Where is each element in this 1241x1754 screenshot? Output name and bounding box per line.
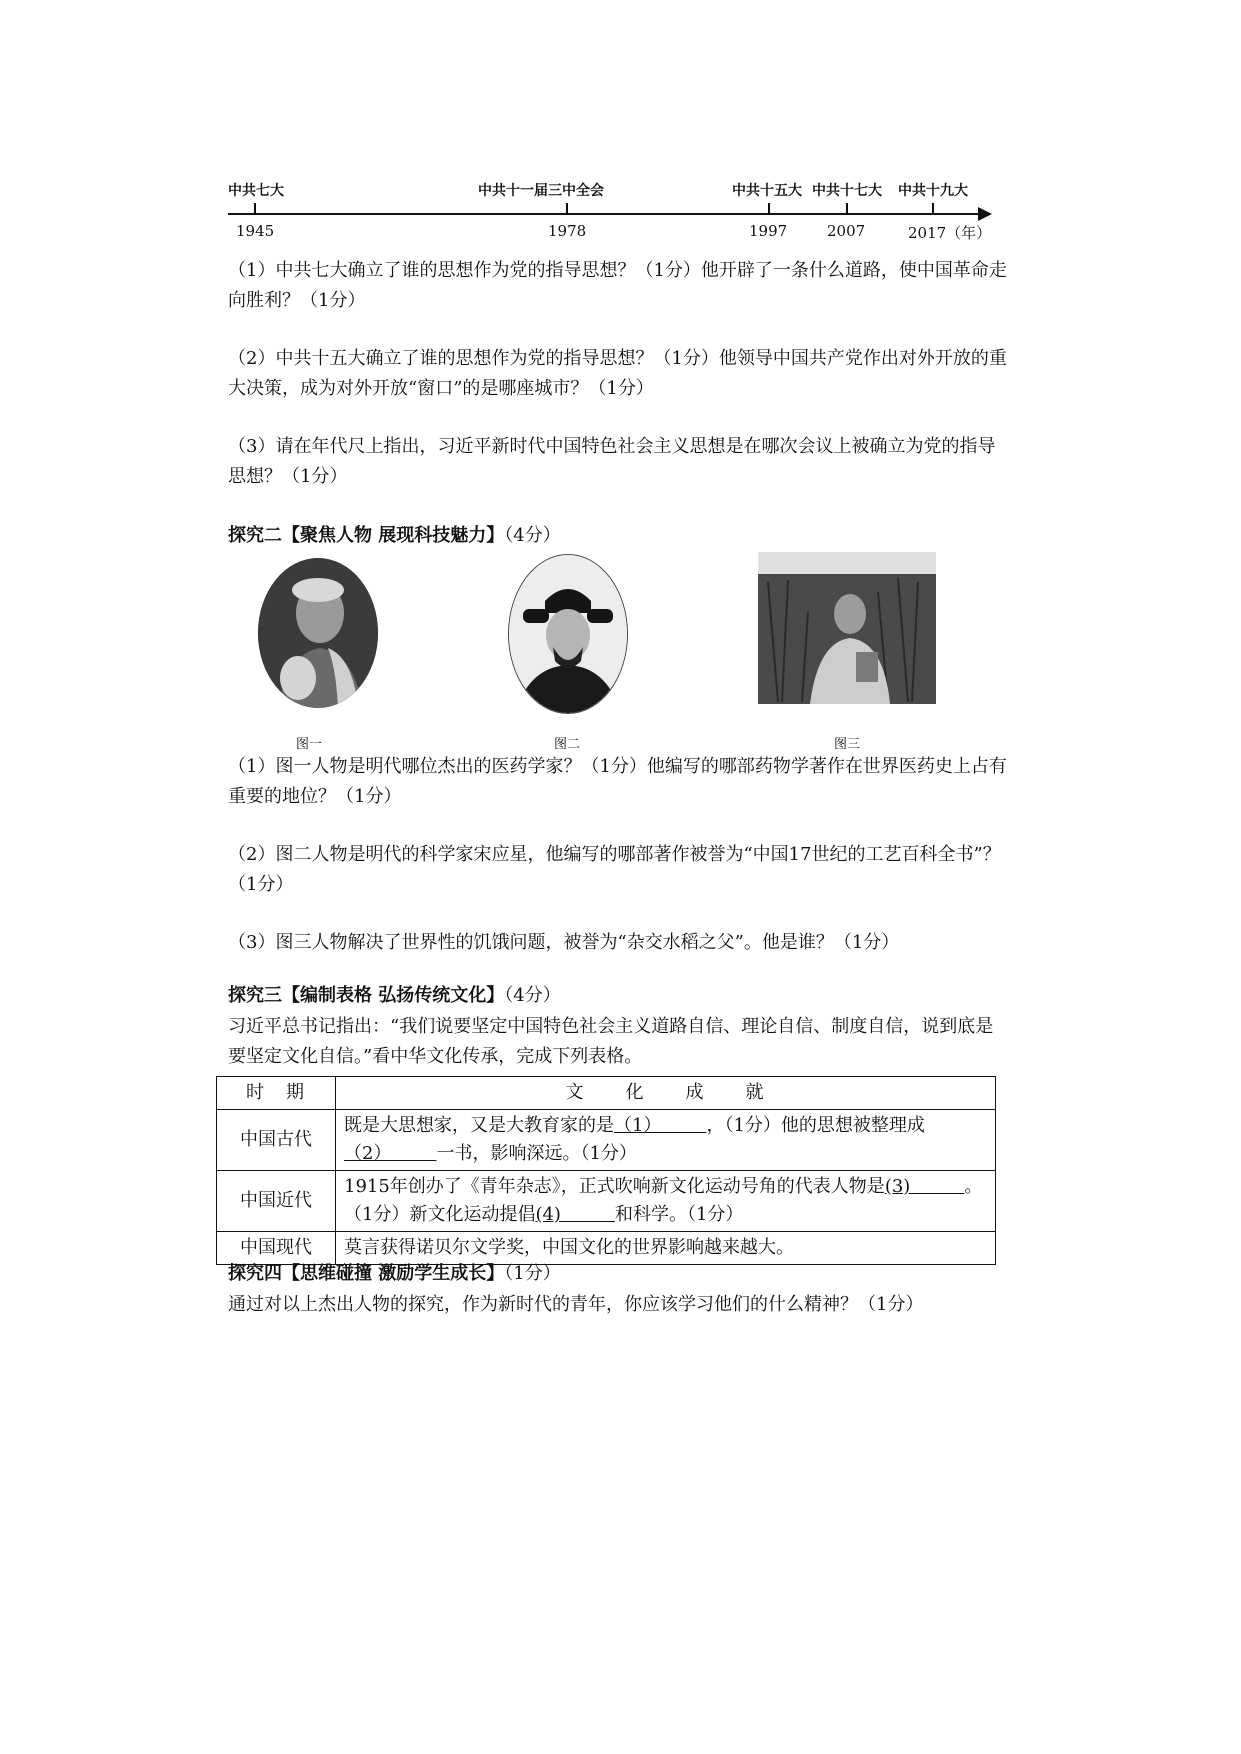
table-row [217,1171,996,1232]
section-title-3 [228,982,561,1010]
timeline-event: 中共十一届三中全会 [478,183,604,199]
section-title-text: 探究三【编制表格 弘扬传统文化】 [228,985,505,1006]
question-2-2: （2）图二人物是明代的科学家宋应星，他编写的哪部著作被誉为“中国17世纪的工艺百科全书”？（1分） [228,844,1001,895]
timeline-year: 2017（年） [908,224,992,242]
period-cell: 中国古代 [217,1110,336,1171]
timeline-event: 中共十七大 [812,183,882,199]
question-1-1: （1）中共七大确立了谁的思想作为党的指导思想？（1分）他开辟了一条什么道路，使中国革命走向胜利？（1分） [228,260,1007,311]
achievement-cell [336,1110,996,1171]
cell-text: ，（1分）他的思想被整理成 [706,1115,925,1136]
figure-caption: 图一 [296,737,323,752]
period-cell: 中国现代 [217,1232,336,1265]
photo-image [758,552,936,704]
timeline-arrow-icon [978,207,992,221]
culture-table [216,1076,996,1265]
section-points: （4分） [504,985,561,1006]
cell-text: 既是大思想家，又是大教育家的是 [344,1115,614,1136]
timeline-tick [254,203,256,214]
section-title-4 [228,1260,561,1288]
cell-text: 和科学。（1分） [614,1204,744,1225]
answer-blank[interactable]: (4) [535,1204,615,1225]
table-header-cell: 文 化 成 就 [336,1077,996,1110]
question-2-1: （1）图一人物是明代哪位杰出的医药学家？（1分）他编写的哪部药物学著作在世界医药史上占有重要的地位？（1分） [228,756,1007,807]
timeline-tick [846,203,848,214]
table-row [217,1110,996,1171]
figure-caption: 图二 [554,737,581,752]
section-title-text: 探究二【聚焦人物 展现科技魅力】 [228,525,505,546]
question-2-3: （3）图三人物解决了世界性的饥饿问题，被誉为“杂交水稻之父”。他是谁？（1分） [228,932,900,953]
timeline-event: 中共七大 [228,183,284,199]
cell-text: 一书，影响深远。（1分） [436,1143,637,1164]
timeline-tick [768,203,770,214]
timeline-axis [228,213,980,215]
timeline-year: 1978 [548,222,587,240]
portrait-image [258,558,378,708]
section-points: （4分） [504,525,561,546]
portrait-image [508,554,628,714]
section-points: （1分） [504,1263,561,1284]
period-cell: 中国近代 [217,1171,336,1232]
table-header-row [217,1077,996,1110]
timeline-event: 中共十五大 [732,183,802,199]
timeline-year: 1997 [749,222,788,240]
question-1-2: （2）中共十五大确立了谁的思想作为党的指导思想？（1分）他领导中国共产党作出对外开放的重大决策，成为对外开放“窗口”的是哪座城市？（1分） [228,348,1007,399]
answer-blank[interactable]: （2） [344,1143,437,1164]
cell-text: 。（1分）新文化运动提倡 [344,1176,983,1225]
timeline-year: 2007 [827,222,866,240]
figure-caption: 图三 [834,737,861,752]
table-header-cell: 时 期 [217,1077,336,1110]
timeline-event: 中共十九大 [898,183,968,199]
section-title-text: 探究四【思维碰撞 激励学生成长】 [228,1263,505,1284]
achievement-cell: 莫言获得诺贝尔文学奖，中国文化的世界影响越来越大。 [336,1232,996,1265]
timeline-year: 1945 [236,222,275,240]
timeline-tick [932,203,934,214]
answer-blank[interactable]: (3) [884,1176,965,1197]
timeline-tick [566,203,568,214]
section-title-2 [228,522,561,550]
cell-text: 1915年创办了《青年杂志》，正式吹响新文化运动号角的代表人物是 [344,1176,885,1197]
question-1-3: （3）请在年代尺上指出，习近平新时代中国特色社会主义思想是在哪次会议上被确立为党的指导思想？（1分） [228,436,996,487]
section-intro: 习近平总书记指出：“我们说要坚定中国特色社会主义道路自信、理论自信、制度自信，说到底是要坚定文化自信。”看中华文化传承，完成下列表格。 [228,1016,994,1067]
achievement-cell [336,1171,996,1232]
answer-blank[interactable]: （1） [614,1115,707,1136]
question-4: 通过对以上杰出人物的探究，作为新时代的青年，你应该学习他们的什么精神？（1分） [228,1294,924,1315]
